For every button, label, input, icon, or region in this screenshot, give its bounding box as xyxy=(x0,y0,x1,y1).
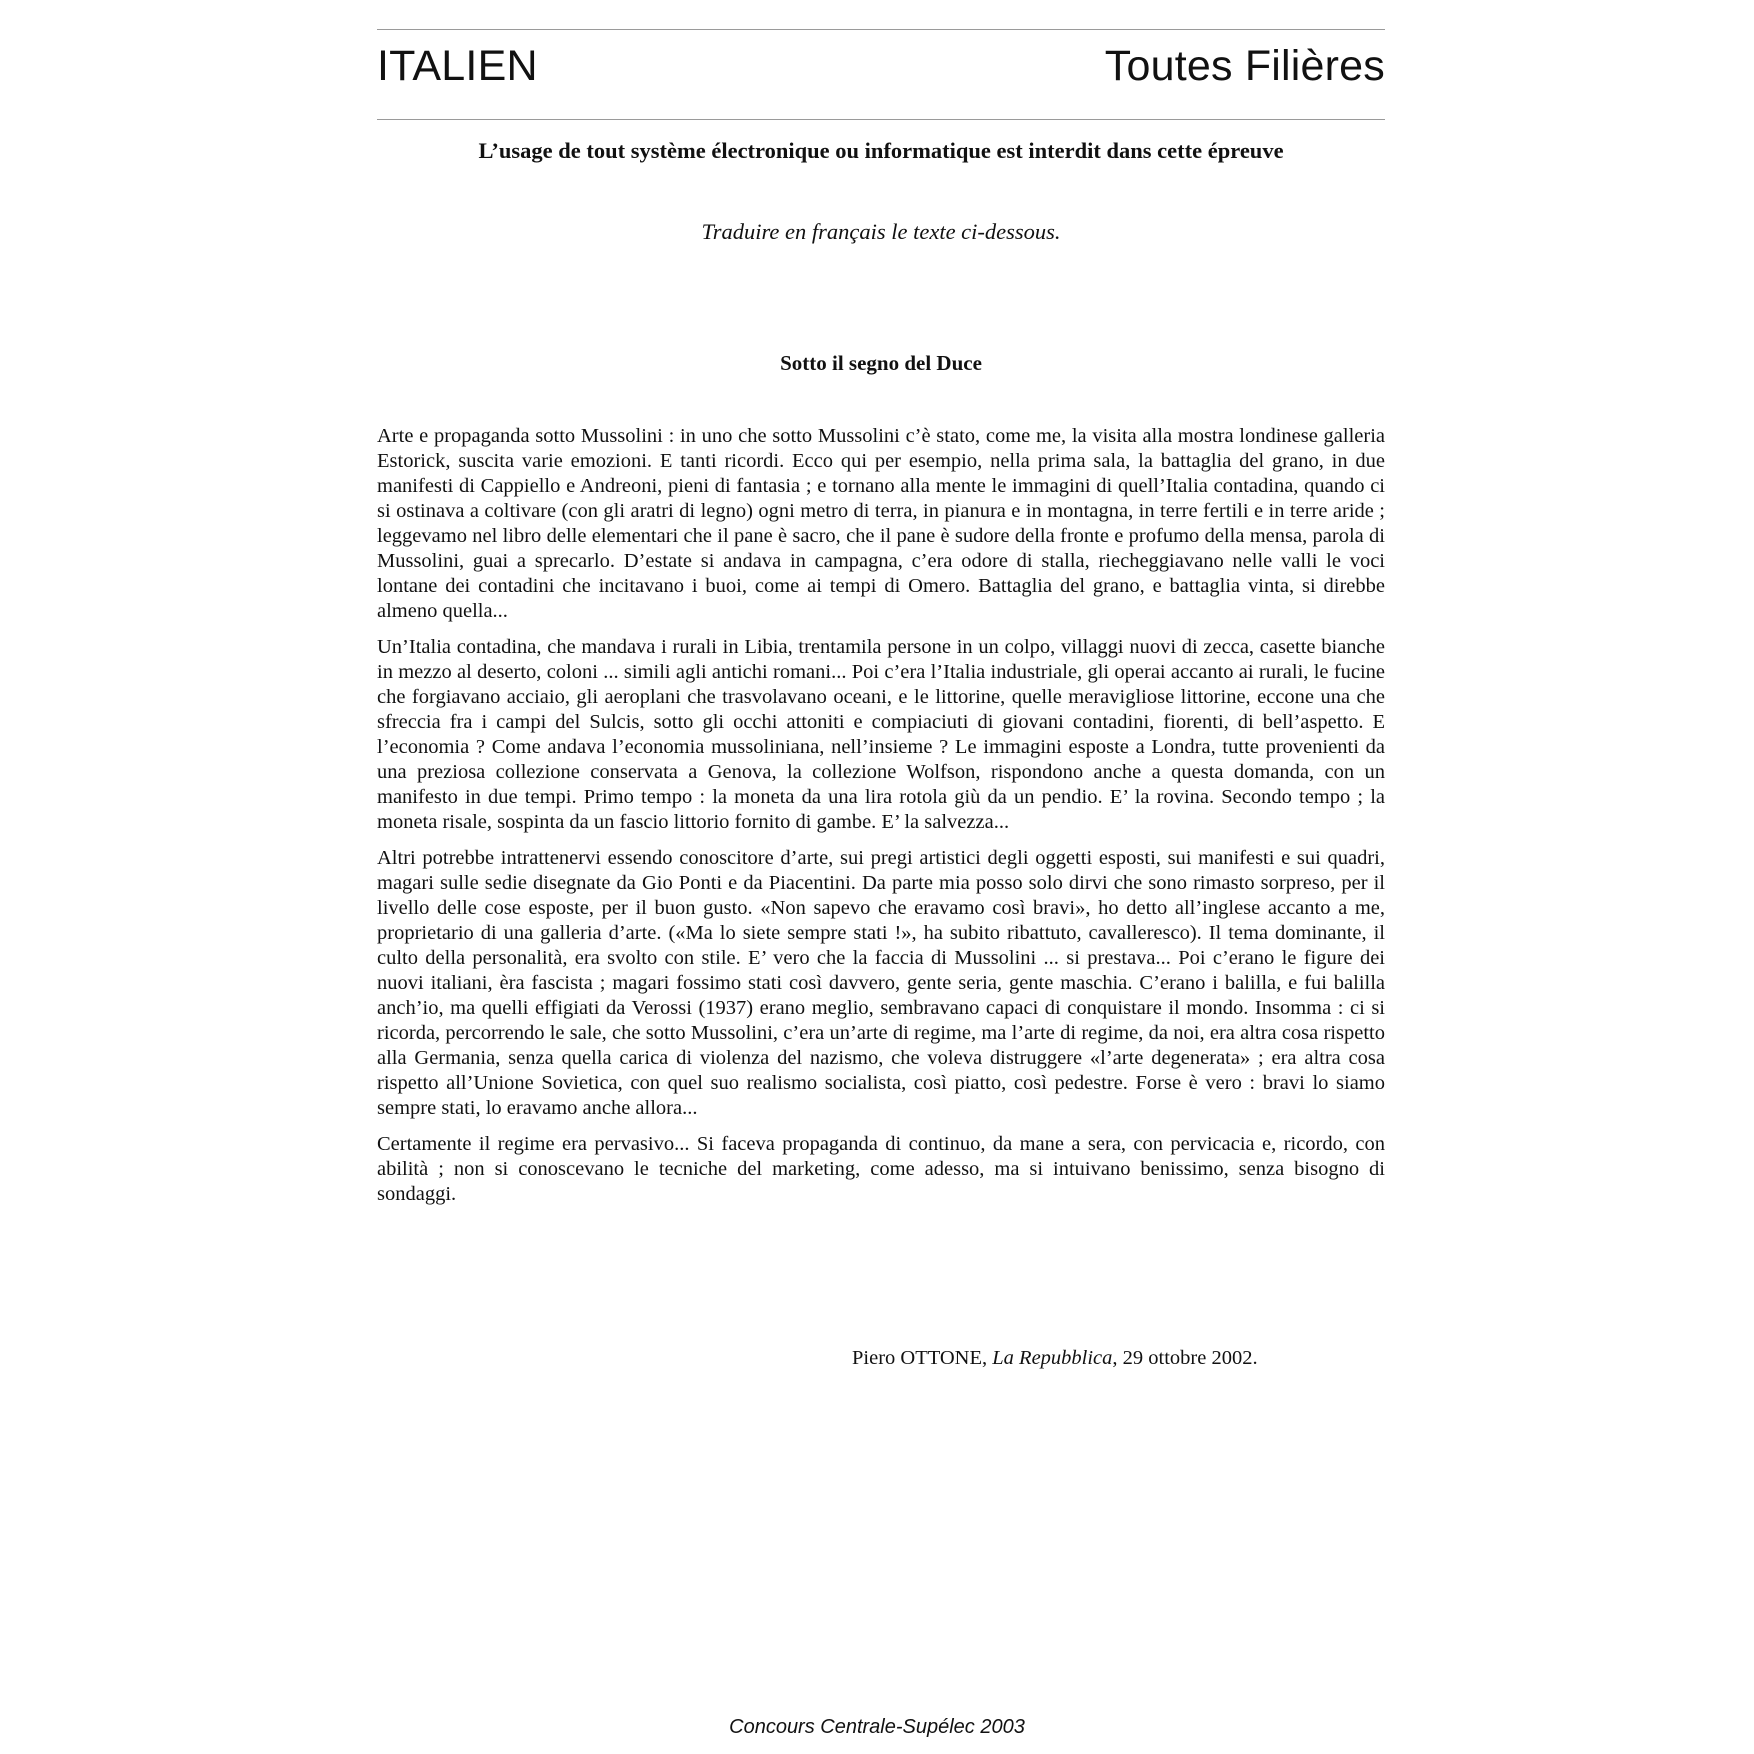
article-attribution xyxy=(852,1347,1258,1370)
article-paragraph: Altri potrebbe intrattenervi essendo conoscitore d’arte, sui pregi artistici degli oggetti esposti, sui manifesti e sui quadri, magari sulle sedie disegnate da Gio Ponti e da Piacentini. Da parte mia posso solo dirvi che sono rimasto sorpreso, per il livello delle cose esposte, per il buon gusto. «Non sapevo che eravamo così bravi», ho detto all’inglese accanto a me, proprietario di una galleria d’arte. («Ma lo siete sempre stati !», ha subito ribattuto, cavalleresco). Il tema dominante, il culto della personalità, era svolto con stile. E’ vero che la faccia di Mussolini ... si prestava... Poi c’erano le figure dei nuovi italiani, èra fascista ; magari fossimo stati così davvero, gente seria, gente maschia. C’erano i balilla, e fui balilla anch’io, ma quelli effigiati da Verossi (1937) erano meglio, sembravano capaci di conquistare il mondo. Insomma : ci si ricorda, percorrendo le sale, che sotto Mussolini, c’era un’arte di regime, ma l’arte di regime, da noi, era altra cosa rispetto alla Germania, senza quella carica di violenza del nazismo, che voleva distruggere «l’arte degenerata» ; era altra cosa rispetto all’Unione Sovietica, con quel suo realismo socialista, così piatto, così pedestre. Forse è vero : bravi lo siamo sempre stati, lo eravamo anche allora... xyxy=(377,847,1385,1119)
header-rule xyxy=(377,119,1385,120)
article-paragraph: Arte e propaganda sotto Mussolini : in uno che sotto Mussolini c’è stato, come me, la visita alla mostra londinese galleria Estorick, suscita varie emozioni. E tanti ricordi. Ecco qui per esempio, nella prima sala, la battaglia del grano, in due manifesti di Cappiello e Andreoni, pieni di fantasia ; e tornano alla mente le immagini di quell’Italia contadina, quando ci si ostinava a coltivare (con gli aratri di legno) ogni metro di terra, in pianura e in montagna, in terre fertili e in terre aride ; leggevamo nel libro delle elementari che il pane è sacro, che il pane è sudore della fronte e profumo della mensa, parola di Mussolini, guai a sprecarlo. D’estate si andava in campagna, c’era odore di stalla, riecheggiavano nelle valli le voci lontane dei contadini che incitavano i buoi, come ai tempi di Omero. Battaglia del grano, e battaglia vinta, si direbbe almeno quella... xyxy=(377,425,1385,622)
exam-page xyxy=(377,29,1385,1218)
article-paragraph: Un’Italia contadina, che mandava i rurali in Libia, trentamila persone in un colpo, villaggi nuovi di zecca, casette bianche in mezzo al deserto, coloni ... simili agli antichi romani... Poi c’era l’Italia industriale, gli operai accanto ai rurali, le fucine che forgiavano acciaio, gli aeroplani che trasvolavano oceani, e le littorine, quelle meravigliose littorine, eccone una che sfreccia fra i campi del Sulcis, sotto gli occhi attoniti e compiaciuti di giovani contadini, fiorenti, di bell’aspetto. E l’economia ? Come andava l’economia mussoliniana, nell’insieme ? Le immagini esposte a Londra, tutte provenienti da una preziosa collezione conservata a Genova, la collezione Wolfson, rispondono anche a questa domanda, con un manifesto in due tempi. Primo tempo : la moneta da una lira rotola giù da un pendio. E’ la rovina. Secondo tempo ; la moneta risale, sospinta da un fascio littorio fornito di gambe. E’ la salvezza... xyxy=(377,636,1385,833)
attribution-date: , 29 ottobre 2002. xyxy=(1112,1347,1258,1369)
attribution-author: Piero OTTONE, xyxy=(852,1347,988,1369)
attribution-publication: La Repubblica xyxy=(992,1347,1113,1369)
article-paragraph: Certamente il regime era pervasivo... Si faceva propaganda di continuo, da mane a sera, con pervicacia e, ricordo, con abilità ; non si conoscevano le tecniche del marketing, come adesso, ma si intuivano benissimo, senza bisogno di sondaggi. xyxy=(377,1133,1385,1205)
electronics-warning: L’usage de tout système électronique ou informatique est interdit dans cette épreuve xyxy=(478,138,1284,163)
track-title: Toutes Filières xyxy=(1104,42,1385,90)
exam-header xyxy=(377,30,1385,119)
article-body xyxy=(377,424,1385,1207)
article-title: Sotto il segno del Duce xyxy=(780,351,982,375)
translation-instruction: Traduire en français le texte ci-dessous. xyxy=(701,219,1061,244)
exam-footer: Concours Centrale-Supélec 2003 xyxy=(729,1716,1025,1738)
subject-title: ITALIEN xyxy=(377,42,538,90)
